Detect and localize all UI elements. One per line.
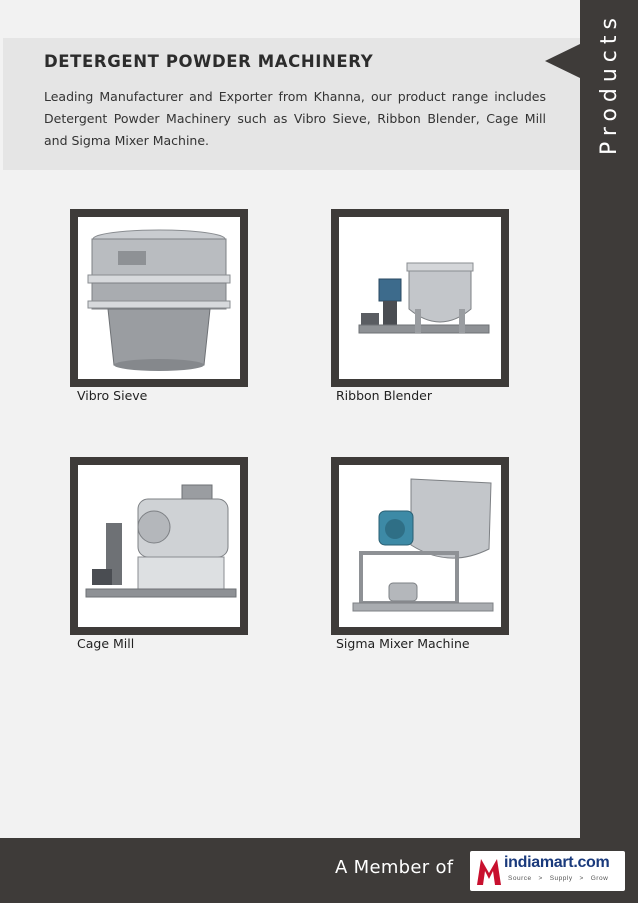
member-of-text: A Member of — [335, 857, 454, 878]
product-card-vibro-sieve[interactable] — [70, 209, 248, 387]
products-side-label — [580, 0, 638, 200]
product-card-cage-mill[interactable] — [70, 457, 248, 635]
product-caption-cage-mill: Cage Mill — [77, 636, 135, 651]
page-title: DETERGENT POWDER MACHINERY — [44, 52, 374, 71]
indiamart-logo[interactable] — [470, 851, 625, 891]
product-card-ribbon-blender[interactable] — [331, 209, 509, 387]
indiamart-tagline: Source > Supply > Grow — [508, 875, 609, 882]
page-description: Leading Manufacturer and Exporter from Khanna, our product range includes Detergent Powder Machinery such as Vibro Sieve, Ribbon Blender, Cage Mill and Sigma Mixer Machine. — [44, 89, 546, 148]
product-caption-sigma-mixer: Sigma Mixer Machine — [336, 636, 470, 651]
cage-mill-image — [78, 465, 240, 627]
header-pointer-arrow — [545, 44, 580, 78]
ribbon-blender-image — [339, 217, 501, 379]
product-caption-vibro-sieve: Vibro Sieve — [77, 388, 148, 403]
product-caption-ribbon-blender: Ribbon Blender — [336, 388, 432, 403]
product-card-sigma-mixer[interactable] — [331, 457, 509, 635]
sigma-mixer-image — [339, 465, 501, 627]
indiamart-m-icon — [476, 855, 502, 887]
vibro-sieve-image — [78, 217, 240, 379]
products-side-text: Products — [596, 12, 622, 155]
indiamart-brand-text: indiamart.com — [504, 854, 610, 871]
